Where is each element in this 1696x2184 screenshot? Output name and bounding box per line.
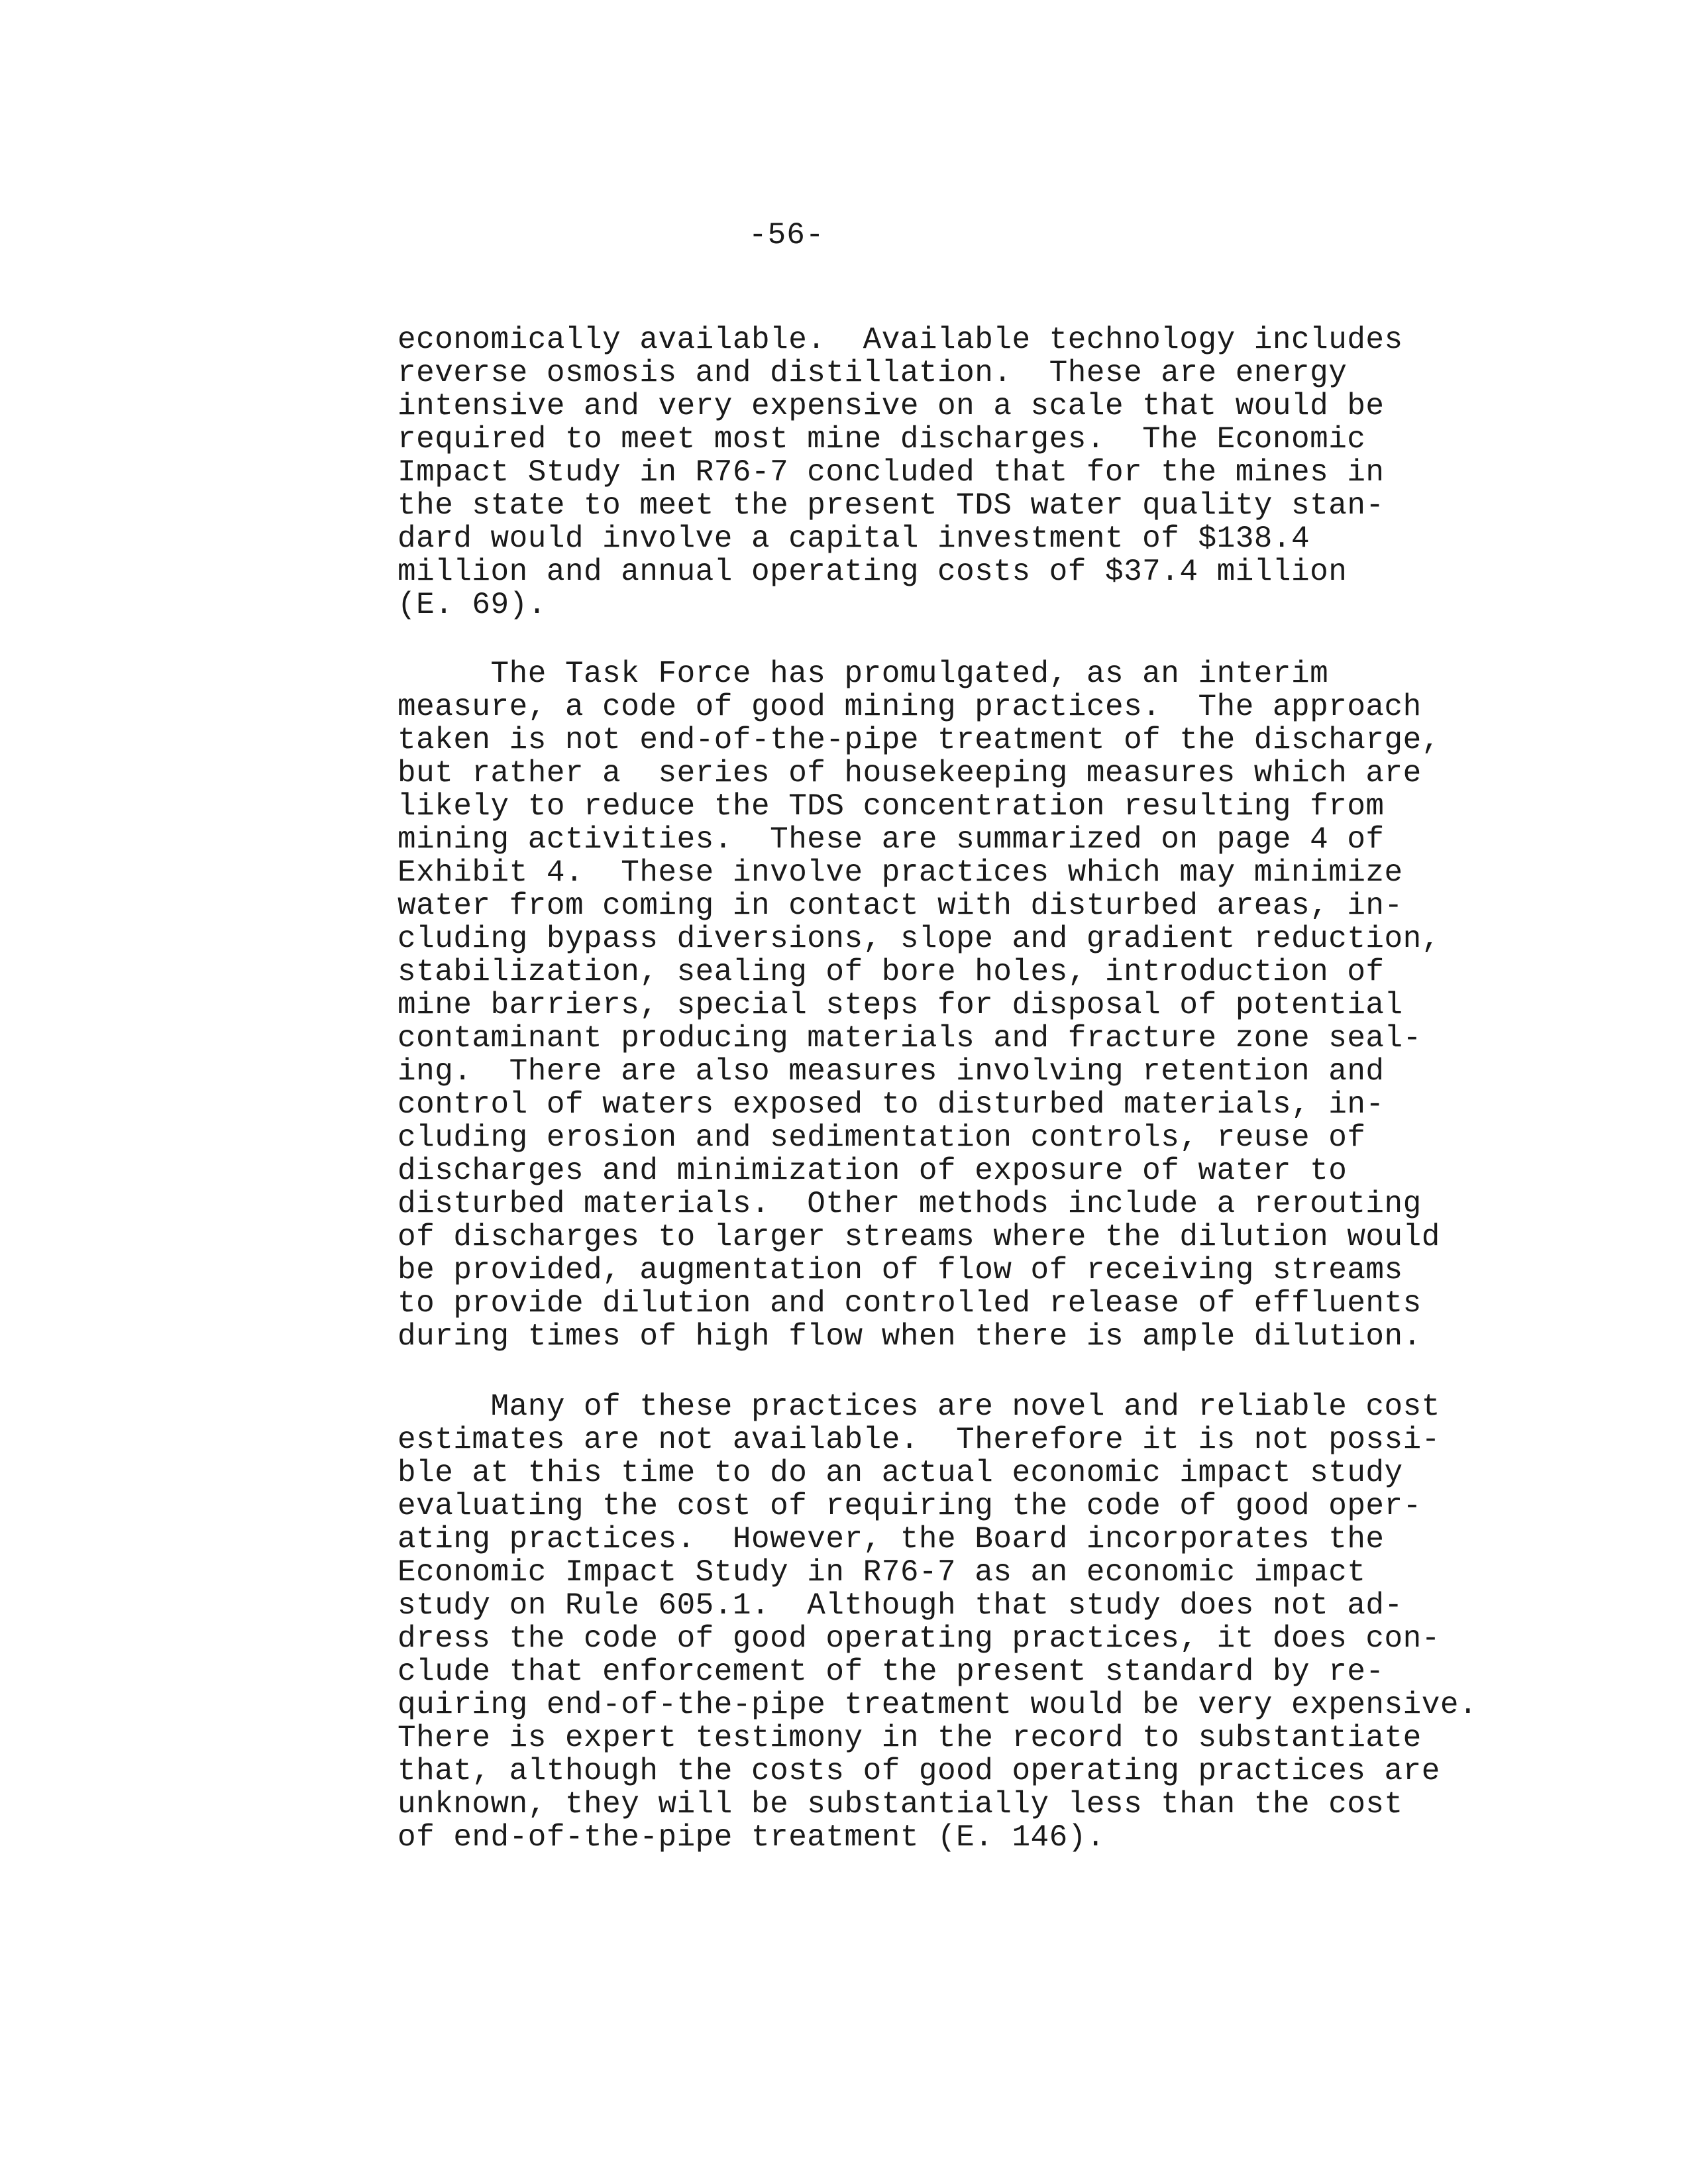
text-line: control of waters exposed to disturbed materials, in- bbox=[398, 1087, 1385, 1122]
text-line: dard would involve a capital investment of $138.4 bbox=[398, 521, 1310, 556]
text-line: the state to meet the present TDS water quality stan- bbox=[398, 488, 1385, 523]
text-line: ating practices. However, the Board incorporates the bbox=[398, 1522, 1385, 1556]
text-line: taken is not end-of-the-pipe treatment of the discharge, bbox=[398, 723, 1440, 757]
text-line: to provide dilution and controlled release of effluents bbox=[398, 1286, 1422, 1321]
text-line: intensive and very expensive on a scale that would be bbox=[398, 389, 1385, 423]
text-line: but rather a series of housekeeping measures which are bbox=[398, 756, 1422, 791]
text-line: during times of high flow when there is ample dilution. bbox=[398, 1319, 1422, 1354]
text-line: cluding erosion and sedimentation controls, reuse of bbox=[398, 1120, 1366, 1155]
text-line: ble at this time to do an actual economic impact study bbox=[398, 1456, 1403, 1490]
text-line: that, although the costs of good operating practices are bbox=[398, 1754, 1440, 1788]
text-line: mining activities. These are summarized on page 4 of bbox=[398, 822, 1385, 857]
text-line: (E. 69). bbox=[398, 588, 547, 622]
text-line: be provided, augmentation of flow of receiving streams bbox=[398, 1253, 1403, 1287]
text-line: reverse osmosis and distillation. These are energy bbox=[398, 356, 1348, 390]
text-line: ing. There are also measures involving retention and bbox=[398, 1054, 1385, 1089]
paragraph-1 bbox=[398, 323, 1403, 622]
text-line: Impact Study in R76-7 concluded that for the mines in bbox=[398, 455, 1385, 490]
text-line: Economic Impact Study in R76-7 as an economic impact bbox=[398, 1555, 1366, 1590]
text-line: likely to reduce the TDS concentration resulting from bbox=[398, 789, 1385, 824]
text-line: The Task Force has promulgated, as an interim bbox=[398, 657, 1329, 691]
text-line: Exhibit 4. These involve practices which may minimize bbox=[398, 855, 1403, 890]
text-line: Many of these practices are novel and reliable cost bbox=[398, 1390, 1440, 1424]
text-line: required to meet most mine discharges. The Economic bbox=[398, 422, 1366, 457]
text-line: disturbed materials. Other methods include a rerouting bbox=[398, 1187, 1422, 1221]
text-line: economically available. Available technology includes bbox=[398, 323, 1403, 357]
text-line: contaminant producing materials and fracture zone seal- bbox=[398, 1021, 1422, 1056]
text-line: mine barriers, special steps for disposal of potential bbox=[398, 988, 1403, 1022]
text-line: million and annual operating costs of $37.4 million bbox=[398, 555, 1348, 589]
paragraph-3 bbox=[398, 1390, 1477, 1854]
text-line: discharges and minimization of exposure of water to bbox=[398, 1154, 1348, 1188]
text-line: measure, a code of good mining practices. The approach bbox=[398, 690, 1422, 724]
text-line: unknown, they will be substantially less than the cost bbox=[398, 1787, 1403, 1822]
text-line: evaluating the cost of requiring the code of good oper- bbox=[398, 1489, 1422, 1523]
text-line: There is expert testimony in the record to substantiate bbox=[398, 1721, 1422, 1755]
text-line: estimates are not available. Therefore it is not possi- bbox=[398, 1423, 1440, 1457]
text-line: stabilization, sealing of bore holes, introduction of bbox=[398, 955, 1385, 989]
text-line: water from coming in contact with disturbed areas, in- bbox=[398, 889, 1403, 923]
text-line: dress the code of good operating practices, it does con- bbox=[398, 1621, 1440, 1656]
text-line: of end-of-the-pipe treatment (E. 146). bbox=[398, 1820, 1105, 1855]
text-line: clude that enforcement of the present standard by re- bbox=[398, 1655, 1385, 1689]
text-line: study on Rule 605.1. Although that study does not ad- bbox=[398, 1588, 1403, 1623]
page-number: -56- bbox=[749, 218, 825, 252]
text-line: quiring end-of-the-pipe treatment would be very expensive. bbox=[398, 1688, 1478, 1722]
text-line: cluding bypass diversions, slope and gradient reduction, bbox=[398, 922, 1440, 956]
text-line: of discharges to larger streams where the dilution would bbox=[398, 1220, 1440, 1254]
paragraph-2 bbox=[398, 657, 1440, 1353]
